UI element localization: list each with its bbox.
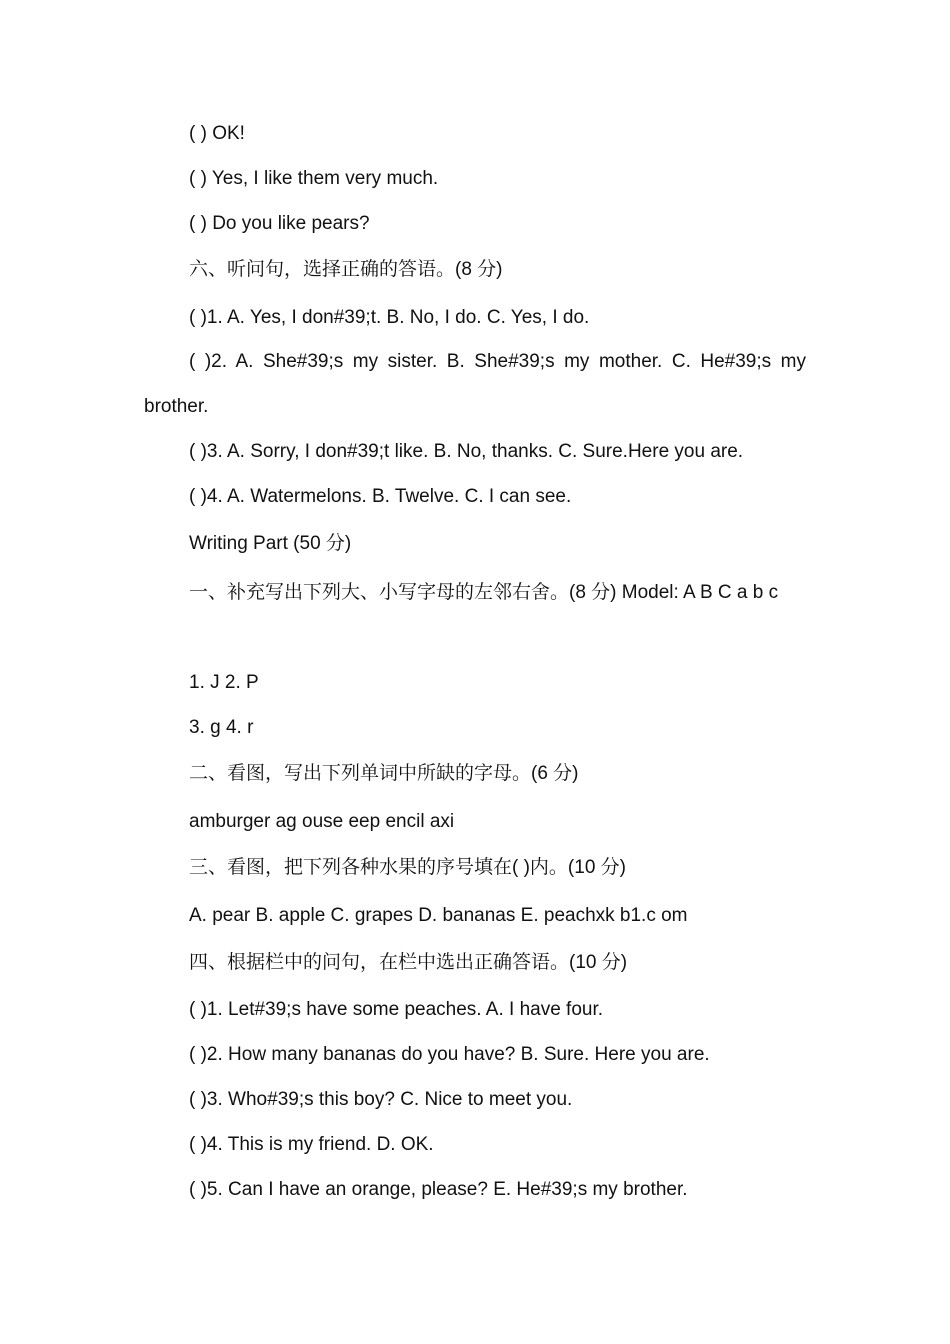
section-heading-6: 六、听问句，选择正确的答语。(8 分) [189,259,503,280]
answer-line-ok: ( ) OK! [189,123,245,144]
match-line: ( )1. Let#39;s have some peaches. A. I have four. [189,999,604,1020]
section-heading-1-wrapped: 一、补充写出下列大、小写字母的左邻右舍。(8 分) Model: A B C a b c [189,582,779,603]
match-line: ( )2. How many bananas do you have? B. Sure. Here you are. [189,1044,710,1065]
section-heading-3: 三、看图，把下列各种水果的序号填在( )内。(10 分) [189,857,627,878]
section-heading-2: 二、看图，写出下列单词中所缺的字母。(6 分) [189,763,579,784]
question-line: ( )3. A. Sorry, I don#39;t like. B. No, thanks. C. Sure.Here you are. [189,441,744,462]
fruit-options-line: A. pear B. apple C. grapes D. bananas E. peachxk b1.c om [189,905,688,926]
writing-part-heading: Writing Part (50 分) [189,533,352,554]
answer-line-yes-like: ( ) Yes, I like them very much. [189,168,439,189]
question-line: ( )1. A. Yes, I don#39;t. B. No, I do. C. Yes, I do. [189,307,590,328]
letter-line: 1. J 2. P [189,672,259,693]
letter-line: 3. g 4. r [189,717,254,738]
match-line: ( )4. This is my friend. D. OK. [189,1134,434,1155]
match-line: ( )5. Can I have an orange, please? E. He#39;s my brother. [189,1179,688,1200]
question-line: ( )4. A. Watermelons. B. Twelve. C. I can see. [189,486,572,507]
word-line: amburger ag ouse eep encil axi [189,811,455,832]
question-line-wrapped: ( )2. A. She#39;s my sister. B. She#39;s my mother. C. He#39;s my brother. [144,351,806,417]
answer-line-like-pears: ( ) Do you like pears? [189,213,370,234]
match-line: ( )3. Who#39;s this boy? C. Nice to meet you. [189,1089,573,1110]
section-heading-4: 四、根据栏中的问句，在栏中选出正确答语。(10 分) [189,952,628,973]
